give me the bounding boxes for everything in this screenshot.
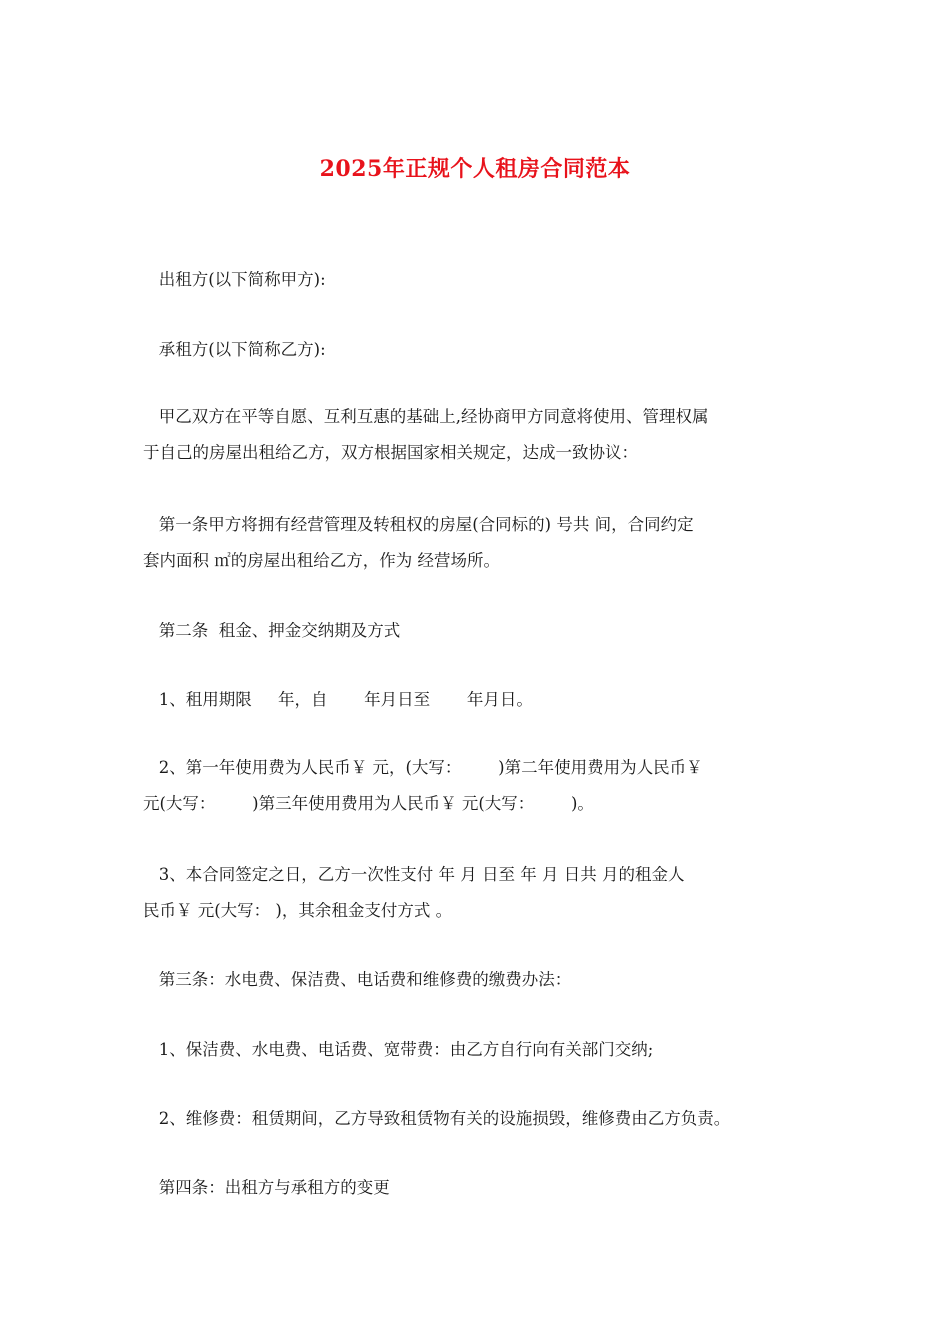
article-2-item-2-line-2: 元(大写： )第三年使用费用为人民币￥ 元(大写： )。	[143, 794, 594, 813]
document-title: 2025年正规个人租房合同范本	[319, 156, 631, 182]
preamble-line-2: 于自己的房屋出租给乙方，双方根据国家相关规定，达成一致协议：	[143, 443, 638, 462]
article-2-item-3-line-2: 民币￥ 元(大写： )，其余租金支付方式 。	[143, 901, 453, 920]
article-3-item-1: 1、保洁费、水电费、电话费、宽带费：由乙方自行向有关部门交纳;	[143, 1040, 654, 1059]
article-3-item-2: 2、维修费：租赁期间，乙方导致租赁物有关的设施损毁，维修费由乙方负责。	[143, 1109, 731, 1128]
article-2-item-2-line-1: 2、第一年使用费为人民币￥ 元，(大写： )第二年使用费用为人民币￥	[143, 758, 703, 777]
article-3-heading: 第三条：水电费、保洁费、电话费和维修费的缴费办法：	[143, 970, 572, 989]
article-1-line-1: 第一条甲方将拥有经营管理及转租权的房屋(合同标的) 号共 间，合同约定	[143, 515, 694, 534]
article-2-heading: 第二条 租金、押金交纳期及方式	[143, 621, 401, 640]
article-1-line-2: 套内面积 ㎡的房屋出租给乙方，作为 经营场所。	[143, 551, 500, 570]
article-2-item-3-line-1: 3、本合同签定之日，乙方一次性支付 年 月 日至 年 月 日共 月的租金人	[143, 865, 685, 884]
article-4-heading: 第四条：出租方与承租方的变更	[143, 1178, 390, 1197]
lessee-line: 承租方(以下简称乙方):	[143, 340, 326, 359]
article-2-item-1: 1、租用期限 年，自 年月日至 年月日。	[143, 690, 533, 709]
preamble-line-1: 甲乙双方在平等自愿、互利互惠的基础上,经协商甲方同意将使用、管理权属	[143, 407, 709, 426]
lessor-line: 出租方(以下简称甲方):	[143, 270, 326, 289]
